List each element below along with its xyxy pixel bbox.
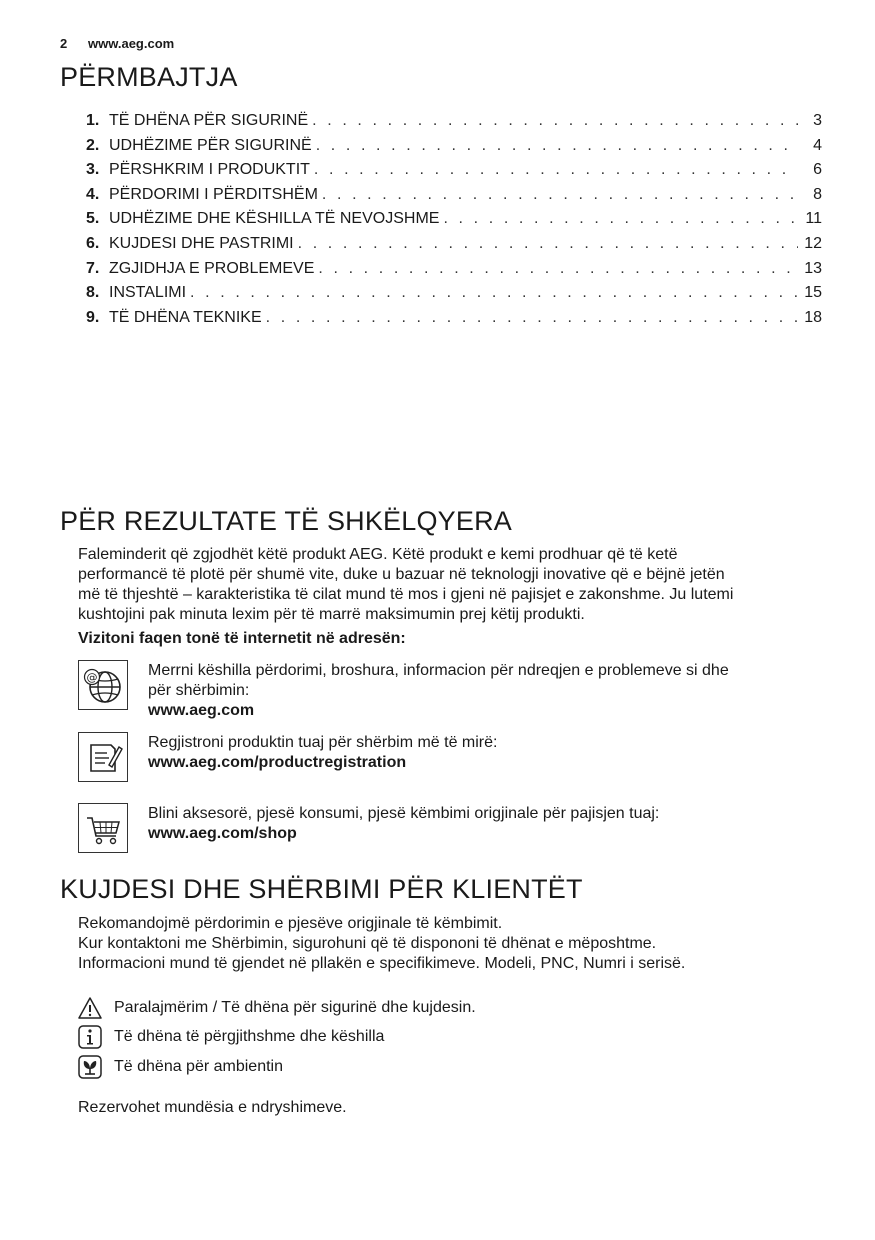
- toc-item-label: INSTALIMI: [109, 284, 187, 302]
- toc-leader-dots: [266, 309, 798, 327]
- toc-item-number: 2.: [86, 136, 100, 154]
- care-line: Kur kontaktoni me Shërbimin, sigurohuni që të dispononi të dhënat e mëposhtme.: [78, 935, 657, 952]
- toc-leader-dots: [316, 137, 798, 155]
- shop-url-link[interactable]: www.aeg.com/shop: [148, 825, 297, 842]
- toc-leader-dots: [190, 284, 798, 302]
- toc-item[interactable]: [86, 137, 822, 162]
- toc-item[interactable]: [86, 161, 822, 186]
- svg-text:@: @: [86, 671, 98, 684]
- toc-item[interactable]: [86, 235, 822, 260]
- warning-icon: [76, 995, 104, 1021]
- toc-leader-dots: [298, 235, 798, 253]
- toc-item-label: TË DHËNA TEKNIKE: [109, 308, 262, 326]
- toc-item-label: PËRDORIMI I PËRDITSHËM: [109, 185, 318, 203]
- visit-website-label: Vizitoni faqen tonë të internetit në adresën:: [78, 630, 406, 647]
- results-section-title: PËR REZULTATE TË SHKËLQYERA: [60, 506, 513, 536]
- toc-item[interactable]: [86, 284, 822, 309]
- registration-url-link[interactable]: www.aeg.com/productregistration: [148, 754, 407, 771]
- toc-item-number: 3.: [86, 161, 100, 179]
- environment-icon: [76, 1054, 104, 1080]
- toc-item[interactable]: [86, 186, 822, 211]
- toc-item[interactable]: [86, 112, 822, 137]
- registration-description: Regjistroni produktin tuaj për shërbim më të mirë:: [148, 734, 498, 751]
- toc-item[interactable]: [86, 210, 822, 235]
- toc-item-number: 4.: [86, 185, 100, 203]
- toc-item-page: 3: [813, 112, 822, 129]
- toc-item-page: 18: [804, 308, 822, 326]
- table-of-contents: [86, 112, 822, 333]
- page-header: [60, 36, 174, 51]
- toc-item-page: 12: [804, 234, 822, 252]
- registration-link-row: [78, 732, 818, 782]
- results-intro-paragraph: [78, 545, 808, 625]
- toc-item-page: 8: [813, 185, 822, 203]
- toc-item-label: TË DHËNA PËR SIGURINË: [109, 112, 309, 129]
- care-section-title: KUJDESI DHE SHËRBIMI PËR KLIENTËT: [60, 874, 583, 904]
- toc-item-number: 9.: [86, 308, 100, 326]
- toc-leader-dots: [322, 186, 798, 204]
- changes-reserved-note: Rezervohet mundësia e ndryshimeve.: [78, 1099, 347, 1116]
- intro-line: kushtojini pak minuta lexim për të marrë maksimumin prej këtij produkti.: [78, 606, 585, 623]
- toc-item-label: KUJDESI DHE PASTRIMI: [109, 234, 294, 252]
- toc-item-number: 5.: [86, 210, 100, 228]
- toc-item-page: 15: [804, 284, 822, 302]
- toc-item-number: 8.: [86, 284, 100, 302]
- toc-item[interactable]: [86, 309, 822, 334]
- toc-item-page: 6: [813, 161, 822, 179]
- toc-item-number: 6.: [86, 234, 100, 252]
- shop-description: Blini aksesorë, pjesë konsumi, pjesë këmbimi origjinale për pajisjen tuaj:: [148, 805, 660, 822]
- legend-item-info: [76, 1024, 384, 1050]
- intro-line: më të thjeshtë – karakteristika të cilat mund të mos i gjeni në pajisjet e zakonshme. Ju lutemi: [78, 586, 734, 603]
- care-line: Rekomandojmë përdorimin e pjesëve origjinale të këmbimit.: [78, 915, 503, 932]
- toc-leader-dots: [443, 210, 798, 228]
- header-site[interactable]: www.aeg.com: [88, 36, 175, 51]
- care-paragraph: [78, 914, 808, 974]
- register-document-icon: [78, 732, 128, 782]
- page-number: 2: [60, 36, 68, 51]
- toc-item-label: PËRSHKRIM I PRODUKTIT: [109, 161, 310, 179]
- support-link-row: [78, 660, 818, 721]
- care-line: Informacioni mund të gjendet në pllakën e specifikimeve. Modeli, PNC, Numri i serisë.: [78, 955, 686, 972]
- toc-item-number: 1.: [86, 112, 100, 129]
- shop-link-text: [148, 804, 659, 853]
- legend-item-warning: [76, 995, 476, 1021]
- toc-item-label: ZGJIDHJA E PROBLEMEVE: [109, 259, 315, 277]
- toc-item-page: 4: [813, 136, 822, 154]
- toc-title: PËRMBAJTJA: [60, 62, 238, 92]
- toc-item-page: 11: [805, 210, 822, 228]
- globe-at-icon: [78, 660, 128, 710]
- intro-line: Faleminderit që zgjodhët këtë produkt AEG. Këtë produkt e kemi prodhuar që të ketë: [78, 546, 678, 563]
- toc-item-label: UDHËZIME DHE KËSHILLA TË NEVOJSHME: [109, 210, 440, 228]
- legend-label: Të dhëna të përgjithshme dhe këshilla: [114, 1028, 385, 1045]
- legend-item-environment: [76, 1054, 283, 1080]
- legend-label: Të dhëna për ambientin: [114, 1058, 283, 1075]
- support-link-text: [148, 661, 729, 721]
- support-link-description: për shërbimin:: [148, 682, 250, 699]
- registration-link-text: [148, 733, 497, 782]
- shopping-cart-icon: [78, 803, 128, 853]
- toc-leader-dots: [312, 112, 798, 130]
- shop-link-row: [78, 803, 818, 853]
- toc-leader-dots: [314, 161, 798, 179]
- support-url-link[interactable]: www.aeg.com: [148, 702, 255, 719]
- toc-item[interactable]: [86, 260, 822, 285]
- legend-label: Paralajmërim / Të dhëna për sigurinë dhe kujdesin.: [114, 999, 476, 1016]
- toc-leader-dots: [318, 260, 798, 278]
- toc-item-number: 7.: [86, 259, 100, 277]
- support-link-description: Merrni këshilla përdorimi, broshura, informacion për ndreqjen e problemeve si dhe: [148, 662, 729, 679]
- intro-line: performancë të plotë për shumë vite, duke u bazuar në teknologji inovative që e bëjnë jetën: [78, 566, 725, 583]
- toc-item-label: UDHËZIME PËR SIGURINË: [109, 136, 312, 154]
- toc-item-page: 13: [804, 259, 822, 277]
- info-icon: [76, 1024, 104, 1050]
